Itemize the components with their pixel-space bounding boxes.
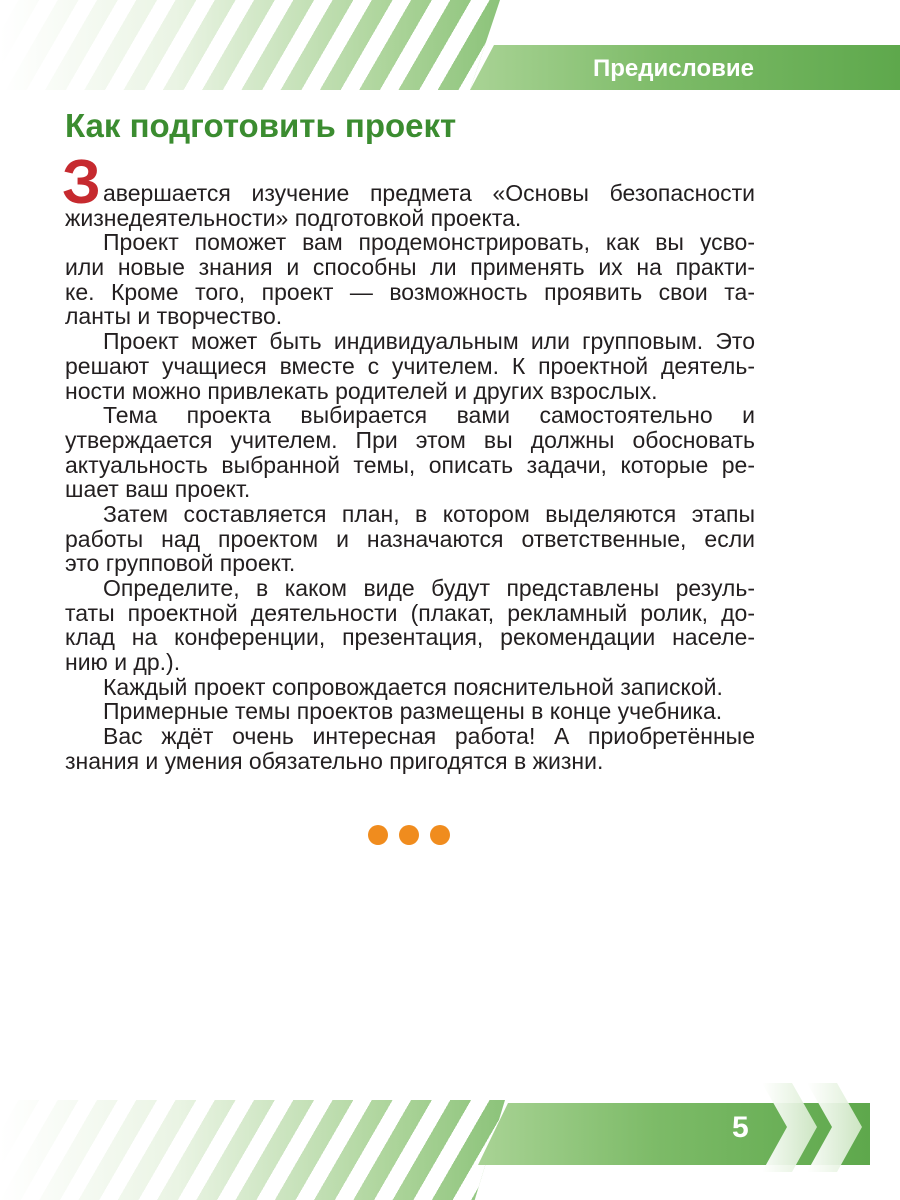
- text-line: Вас ждёт очень интересная работа! А приобретённые: [103, 723, 755, 750]
- page-number: 5: [732, 1111, 749, 1144]
- footer-stripes: [0, 1100, 505, 1200]
- text-line: Затем составляется план, в котором выделяются этапы: [103, 500, 755, 527]
- text-line: ланты и творчество.: [65, 303, 283, 330]
- text-line: Проект может быть индивидуальным или групповым. Это: [103, 328, 755, 355]
- double-chevron-right-icon: [762, 1080, 872, 1175]
- ornament-dot: [368, 825, 388, 845]
- text-line: Каждый проект сопровождается пояснительной запиской.: [103, 673, 723, 700]
- paragraph: [65, 699, 755, 724]
- text-line: Примерные темы проектов размещены в конце учебника.: [103, 698, 723, 725]
- paragraph: [65, 181, 755, 230]
- text-line: шает ваш проект.: [65, 476, 251, 503]
- text-line: клад на конференции, презентация, рекомендации населе-: [65, 624, 755, 651]
- three-dots-ornament: [368, 825, 452, 845]
- chevron-icon: [762, 1083, 817, 1172]
- body-text: [65, 181, 755, 774]
- text-line: авершается изучение предмета «Основы безопасности: [103, 181, 755, 206]
- text-line: Проект поможет вам продемонстрировать, как вы усво-: [103, 229, 755, 256]
- text-line: жизнедеятельности» подготовкой проекта.: [65, 204, 522, 231]
- text-line: знания и умения обязательно пригодятся в жизни.: [65, 747, 604, 774]
- text-line: ке. Кроме того, проект — возможность проявить свои та-: [65, 278, 755, 305]
- text-line: это групповой проект.: [65, 550, 296, 577]
- text-line: актуальность выбранной темы, описать задачи, которые ре-: [65, 451, 755, 478]
- section-title: Предисловие: [592, 55, 754, 82]
- text-line: работы над проектом и назначаются ответственные, если: [65, 525, 755, 552]
- paragraph: [65, 724, 755, 773]
- paragraph: [65, 403, 755, 502]
- paragraph: [65, 329, 755, 403]
- header-stripes: [0, 0, 500, 90]
- ornament-dot: [430, 825, 450, 845]
- page-title: Как подготовить проект: [65, 107, 457, 144]
- paragraph: [65, 675, 755, 700]
- text-line: утверждается учителем. При этом вы должны обосновать: [65, 426, 755, 453]
- text-line: таты проектной деятельности (плакат, рекламный ролик, до-: [65, 599, 755, 626]
- text-line: решают учащиеся вместе с учителем. К проектной деятель-: [65, 352, 755, 379]
- text-line: нию и др.).: [65, 649, 181, 676]
- ornament-dot: [399, 825, 419, 845]
- text-line: Тема проекта выбирается вами самостоятельно и: [103, 402, 755, 429]
- paragraph: [65, 576, 755, 675]
- text-line: или новые знания и способны ли применять их на практи-: [65, 254, 755, 281]
- text-line: Определите, в каком виде будут представлены резуль-: [103, 575, 755, 601]
- paragraph: [65, 230, 755, 329]
- drop-cap: З: [62, 148, 101, 217]
- paragraph: [65, 502, 755, 576]
- text-line: ности можно привлекать родителей и других взрослых.: [65, 377, 658, 404]
